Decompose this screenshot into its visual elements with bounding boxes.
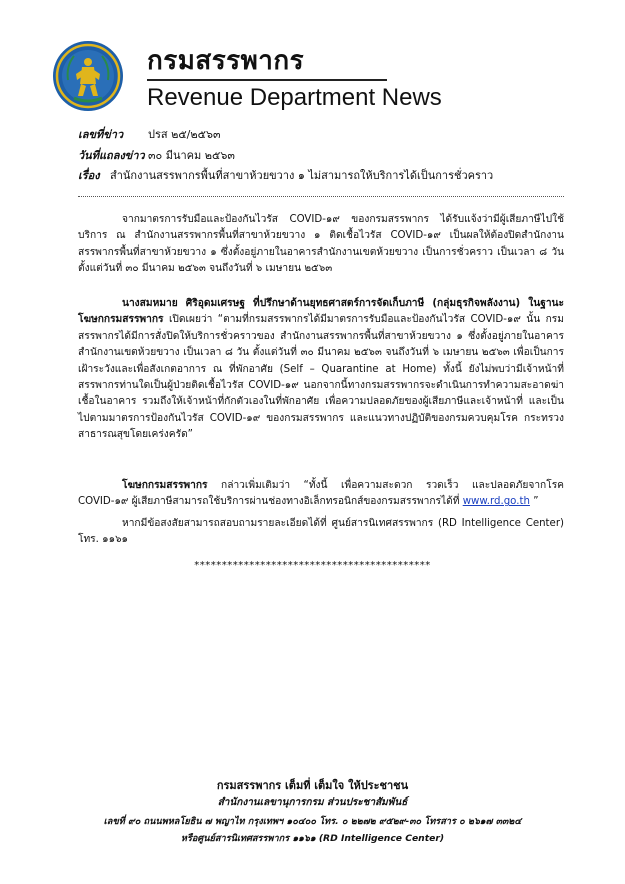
release-date-row [78,149,235,163]
spokesperson-title: โฆษกกรมสรรพากร [122,480,208,491]
subject-value: สำนักงานสรรพากรพื้นที่สาขาห้วยขวาง ๑ ไม่สามารถให้บริการได้เป็นการชั่วคราว [110,169,494,182]
subject-row [78,169,493,183]
footer-address: เลขที่ ๙๐ ถนนพหลโยธิน ๗ พญาไท กรุงเทพฯ ๑๐๔๐๐ โทร. ๐ ๒๒๗๒ ๙๕๒๙-๓๐ โทรสาร ๐ ๒๖๑๗ ๓๓๒๔ [103,816,522,827]
news-number-label: เลขที่ข่าว [78,128,124,141]
paragraph-2-text: เปิดเผยว่า “ตามที่กรมสรรพากรได้มีมาตรการรับมือและป้องกันไวรัส COVID-๑๙ นั้น กรมสรรพากรได้มีการสั่งปิดให้บริการชั่วคราวของ สำนักงานสรรพากรพื้นที่สาขาห้วยขวาง ๑ ซึ่งตั้งอยู่ภายในอาคารสำนักงานเขตห้วยขวาง เป็นเวลา ๘ วัน ตั้งแต่วันที่ ๓๐ มีนาคม ๒๕๖๓ จนถึงวันที่ ๖ เมษายน ๒๕๖๓ เพื่อเป็นการเฝ้าระวังและเพื่อสังเกตอาการ ณ ที่พักอาศัย (Self – Quarantine at Home) ทั้งนี้ ยังไม่พบว่ามีเจ้าหน้าที่สรรพากรท่านใดเป็นผู้ป่วยติดเชื้อไวรัส COVID-๑๙ นอกจากนี้ทางกรมสรรพากรจะดำเนินการทำความสะอาดฆ่าเชื้อในอาคาร รวมถึงให้เจ้าหน้าที่กักตัวเองในที่พักอาศัย เพื่อความปลอดภัยของผู้เสียภาษีและเจ้าหน้าที่ และเป็นไปตามมาตรการป้องกันไวรัส COVID-๑๙ ของกรมสรรพากร และแนวทางปฏิบัติของกรมควบคุมโรค กระทรวงสาธารณสุขโดยเคร่งครัด” [78,314,564,441]
revenue-department-seal-icon [52,40,124,112]
star-separator: ******************************************* [194,560,431,571]
paragraph-1 [78,212,564,278]
paragraph-3-text: กล่าวเพิ่มเติมว่า “ทั้งนี้ เพื่อความสะดวก รวดเร็ว และปลอดภัยจากโรค COVID-๑๙ ผู้เสียภาษีสามารถใช้บริการผ่านช่องทางอิเล็กทรอนิกส์ของกรมสรรพากรได้ที่ [78,480,564,508]
dotted-divider [78,196,564,197]
release-date-value: ๓๐ มีนาคม ๒๕๖๓ [148,149,235,162]
department-name-thai: กรมสรรพากร [147,46,305,76]
paragraph-2 [78,296,564,444]
footer-office: สำนักงานเลขานุการกรม ส่วนประชาสัมพันธ์ [217,797,408,808]
release-date-label: วันที่แถลงข่าว [78,149,145,162]
news-number-row [78,128,220,142]
paragraph-4-text: หากมีข้อสงสัยสามารถสอบถามรายละเอียดได้ที่ ศูนย์สารนิเทศสรรพากร (RD Intelligence Center) โทร. ๑๑๖๑ [78,518,564,546]
news-number-value: ปรส ๒๕/๒๕๖๓ [148,128,221,141]
footer-slogan: กรมสรรพากร เต็มที่ เต็มใจ ให้ประชาชน [216,779,409,792]
subject-label: เรื่อง [78,169,100,182]
header-underline [147,79,387,81]
rd-website-link[interactable]: www.rd.go.th [462,496,530,508]
department-news-title: Revenue Department News [147,84,442,111]
footer-info-center: หรือศูนย์สารนิเทศสรรพากร ๑๑๖๑ (RD Intelligence Center) [180,833,445,844]
paragraph-4 [78,516,564,549]
paragraph-3-close-quote: ” [533,496,539,508]
paragraph-1-text: จากมาตรการรับมือและป้องกันไวรัส COVID-๑๙ ของกรมสรรพากร ได้รับแจ้งว่ามีผู้เสียภาษีไปใช้บริการ ณ สำนักงานสรรพากรพื้นที่สาขาห้วยขวาง ๑ ติดเชื้อไวรัส COVID-๑๙ เป็นผลให้ต้องปิดสำนักงานสรรพากรพื้นที่สาขาห้วยขวาง ๑ ซึ่งตั้งอยู่ภายในอาคารสำนักงานเขตห้วยขวาง เป็นการชั่วคราว เป็นเวลา ๘ วัน ตั้งแต่วันที่ ๓๐ มีนาคม ๒๕๖๓ จนถึงวันที่ ๖ เมษายน ๒๕๖๓ [78,214,564,275]
spokesperson-name: นางสมหมาย ศิริอุดมเศรษฐ ที่ปรึกษาด้านยุทธศาสตร์การจัดเก็บภาษี (กลุ่มธุรกิจพลังงาน) ในฐานะโฆษกกรมสรรพากร [78,298,564,326]
paragraph-3 [78,478,564,511]
